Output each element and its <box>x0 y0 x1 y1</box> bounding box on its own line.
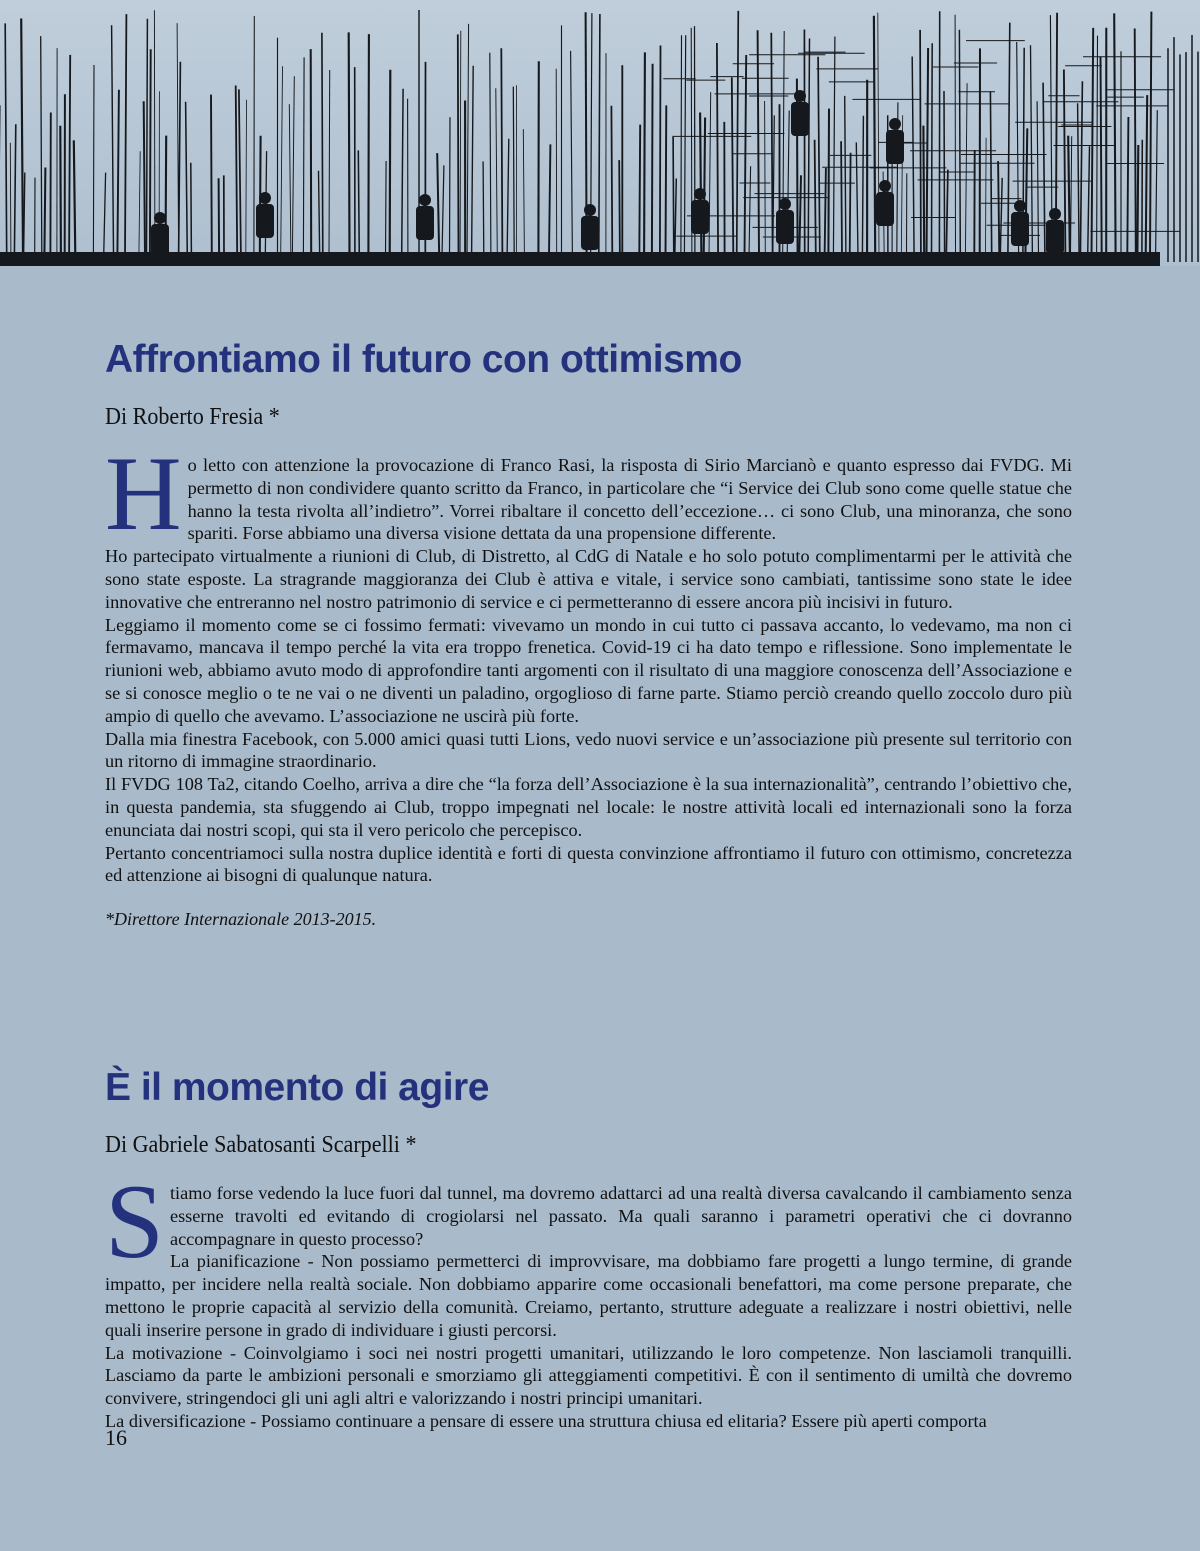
paragraph: o letto con attenzione la provocazione di Franco Rasi, la risposta di Sirio Marcianò e quanto espresso dai FVDG. Mi permetto di non condividere quanto scritto da Franco, in particolare che “i Service dei Club sono come quelle statue che hanno la testa rivolta all’indietro”. Vorrei ribaltare il concetto dell’eccezione… ci sono Club, una minoranza, che sono spariti. Forse abbiamo una diversa visione dettata da una propensione differente. <box>187 455 1072 544</box>
article-byline: Di Gabriele Sabatosanti Scarpelli * <box>105 1132 417 1158</box>
article-byline: Di Roberto Fresia * <box>105 404 280 430</box>
article-body <box>105 1163 1072 1433</box>
worker-silhouette <box>581 204 599 250</box>
paragraph: Pertanto concentriamoci sulla nostra duplice identità e forti di questa convinzione affrontiamo il futuro con ottimismo, concretezza ed attenzione ai bisogni di qualunque natura. <box>105 842 1072 886</box>
header-photo-construction-silhouettes <box>0 0 1200 266</box>
article-title: Affrontiamo il futuro con ottimismo <box>105 338 742 381</box>
construction-scene-graphic <box>0 0 1200 266</box>
drop-cap: H <box>105 435 182 552</box>
article-body <box>105 435 1072 887</box>
article-title: È il momento di agire <box>105 1066 489 1109</box>
paragraph: Leggiamo il momento come se ci fossimo fermati: vivevamo un mondo in cui tutto ci passava accanto, lo vedevamo, ma non ci fermavamo, mancava il tempo perché la vita era troppo frenetica. Covid-19 ci ha dato tempo e riflessione. Sono implementate le riunioni web, abbiamo avuto modo di approfondire tanti argomenti con il risultato di una maggiore conoscenza dell’Associazione e se si conosce meglio o te ne vai o ne diventi un paladino, orgoglioso di farne parte. Stiamo perciò creando quello zoccolo duro più ampio di quello che avevamo. L’associazione ne uscirà più forte. <box>105 614 1072 726</box>
paragraph: Dalla mia finestra Facebook, con 5.000 amici quasi tutti Lions, vedo nuovi service e un’associazione più presente sul territorio con un ritorno di immagine straordinario. <box>105 728 1072 772</box>
worker-silhouette <box>691 188 709 234</box>
paragraph: Il FVDG 108 Ta2, citando Coelho, arriva a dire che “la forza dell’Associazione è la sua internazionalità”, centrando l’obiettivo che, in questa pandemia, sta sfuggendo ai Club, troppo impegnati nel locale: le nostre attività locali ed internazionali sono la forza enunciata dai nostri scopi, qui sta il vero pericolo che percepisco. <box>105 774 1072 840</box>
worker-silhouette <box>886 118 904 164</box>
worker-silhouette <box>791 90 809 136</box>
article-ottimismo <box>105 336 1072 930</box>
paragraph: tiamo forse vedendo la luce fuori dal tunnel, ma dovremo adattarci ad una realtà diversa cavalcando il cambiamento senza esserne travolti ed evitando di crogiolarsi nel passato. Ma quali saranno i parametri operativi che ci dovranno accompagnare in questo processo? <box>169 1183 1072 1249</box>
author-footnote: *Direttore Internazionale 2013-2015. <box>105 909 377 930</box>
worker-silhouette <box>1046 208 1064 254</box>
slab-silhouette <box>0 252 1160 266</box>
article-momento-di-agire <box>105 1064 1072 1433</box>
paragraph: La pianificazione - Non possiamo permetterci di improvvisare, ma dobbiamo fare progetti a lungo termine, di grande impatto, per incidere nella realtà sociale. Non dobbiamo apparire come occasionali benefattori, ma come persone preparate, che mettono le proprie capacità al servizio della comunità. Creiamo, pertanto, strutture adeguate a realizzare i nostri obiettivi, nelle quali inserire persone in grado di individuare i giusti percorsi. <box>105 1251 1072 1340</box>
drop-cap: S <box>105 1163 164 1280</box>
page-number: 16 <box>105 1425 127 1450</box>
paragraph: La diversificazione - Possiamo continuare a pensare di essere una struttura chiusa ed elitaria? Essere più aperti comporta <box>105 1410 987 1431</box>
paragraph: Ho partecipato virtualmente a riunioni di Club, di Distretto, al CdG di Natale e ho solo potuto complimentarmi per le attività che sono state esposte. La stragrande maggioranza dei Club è attiva e vitale, i service sono cambiati, tantissime sono state le idee innovative che entreranno nel nostro patrimonio di service e ci permetteranno di essere ancora più incisivi in futuro. <box>105 546 1072 612</box>
paragraph: La motivazione - Coinvolgiamo i soci nei nostri progetti umanitari, utilizzando le loro competenze. Non lasciamoli tranquilli. Lasciamo da parte le ambizioni personali e smorziamo gli atteggiamenti competitivi. È con il sentimento di umiltà che dovremo convivere, stringendoci gli uni agli altri e valorizzando i nostri principi umanitari. <box>105 1342 1072 1409</box>
worker-silhouette <box>256 192 274 238</box>
